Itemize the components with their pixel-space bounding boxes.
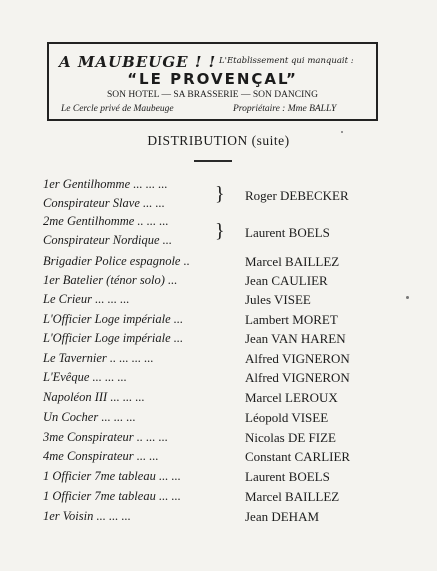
brace: }	[215, 220, 225, 242]
cast-actor: Jules VISEE	[245, 292, 311, 307]
cast-actor: Jean CAULIER	[245, 273, 328, 288]
cast-actor: Lambert MORET	[245, 312, 338, 327]
cast-role: Un Cocher ... ... ...	[43, 410, 136, 424]
cast-role: 1 Officier 7me tableau ... ...	[43, 469, 181, 483]
cast-actor: Laurent BOELS	[245, 225, 330, 240]
advertisement-box	[47, 42, 378, 121]
cast-role: Napoléon III ... ... ...	[43, 390, 145, 404]
ad-services: SON HOTEL — SA BRASSERIE — SON DANCING	[106, 90, 319, 100]
paper-speck	[341, 131, 343, 133]
cast-role: Le Crieur ... ... ...	[43, 292, 130, 306]
cast-role: L'Evêque ... ... ...	[43, 370, 127, 384]
cast-actor: Laurent BOELS	[245, 469, 330, 484]
cast-actor: Marcel BAILLEZ	[245, 254, 340, 269]
paper-speck	[406, 296, 409, 299]
cast-role: Brigadier Police espagnole ..	[43, 254, 190, 268]
cast-role: 4me Conspirateur ... ...	[43, 449, 159, 463]
cast-actor: Marcel BAILLEZ	[245, 489, 340, 504]
cast-actor: Alfred VIGNERON	[245, 370, 350, 385]
cast-actor: Constant CARLIER	[245, 449, 351, 464]
cast-actor: Marcel LEROUX	[245, 390, 338, 405]
ad-establishment-name: “LE PROVENÇAL”	[127, 70, 298, 88]
ad-headline: A MAUBEUGE ! !	[59, 53, 217, 71]
cast-actor: Nicolas DE FIZE	[245, 430, 336, 445]
ad-cercle: Le Cercle privé de Maubeuge	[61, 104, 174, 114]
cast-role: L'Officier Loge impériale ...	[43, 312, 184, 326]
cast-role: L'Officier Loge impériale ...	[43, 331, 184, 345]
cast-actor: Léopold VISEE	[245, 410, 329, 425]
cast-role: 2me Gentilhomme .. ... ...	[43, 214, 169, 228]
divider	[194, 160, 232, 162]
cast-actor: Alfred VIGNERON	[245, 351, 350, 366]
cast-role: 1er Voisin ... ... ...	[43, 509, 131, 523]
cast-role: 1 Officier 7me tableau ... ...	[43, 489, 181, 503]
cast-actor: Jean DEHAM	[245, 509, 320, 524]
cast-role: 3me Conspirateur .. ... ...	[43, 430, 168, 444]
cast-role: 1er Batelier (ténor solo) ...	[43, 273, 178, 287]
cast-actor: Roger DEBECKER	[245, 188, 349, 203]
cast-role: Le Tavernier .. ... ... ...	[43, 351, 154, 365]
cast-role: 1er Gentilhomme ... ... ...	[43, 177, 168, 191]
brace: }	[215, 183, 225, 205]
cast-role: Conspirateur Nordique ...	[43, 233, 173, 247]
ad-proprietor: Propriétaire : Mme BALLY	[233, 104, 337, 114]
page-title: DISTRIBUTION (suite)	[147, 133, 290, 148]
cast-actor: Jean VAN HAREN	[245, 331, 346, 346]
cast-role: Conspirateur Slave ... ...	[43, 196, 165, 210]
ad-tagline: L'Etablissement qui manquait :	[219, 56, 354, 66]
